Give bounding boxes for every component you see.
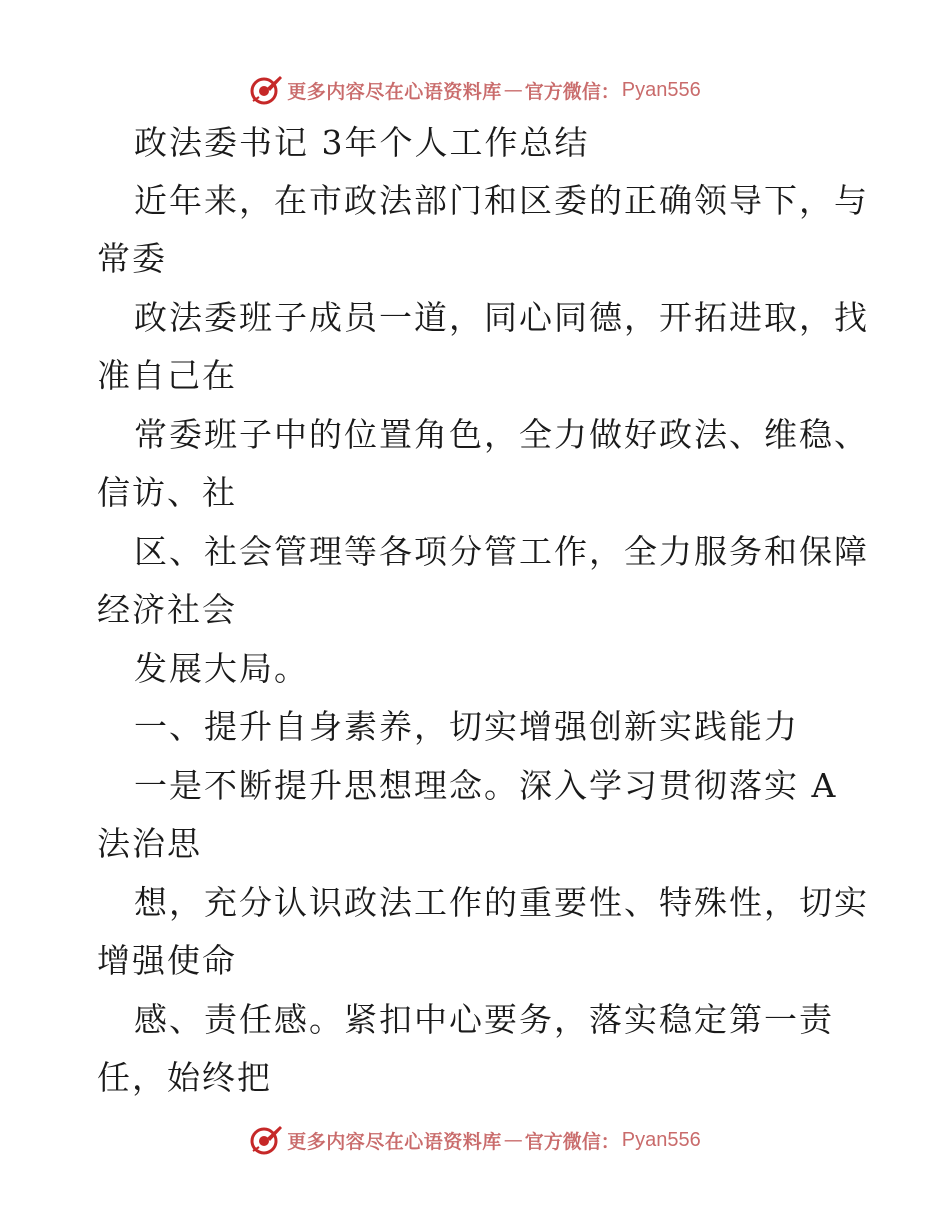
- pen-nib-logo-icon: [249, 73, 283, 107]
- header-banner: [0, 70, 950, 110]
- paragraph-line: 常委班子中的位置角色，全力做好政法、维稳、: [134, 415, 869, 454]
- paragraph-line: 近年来，在市政法部门和区委的正确领导下，与: [134, 181, 869, 220]
- paragraph-line: 经济社会: [97, 590, 237, 629]
- banner-dash: —: [503, 79, 523, 101]
- paragraph-line: 政法委班子成员一道，同心同德，开拓进取，找: [134, 298, 869, 337]
- banner-dash: —: [503, 1129, 523, 1151]
- paragraph-line: 感、责任感。紧扣中心要务，落实稳定第一责: [134, 1000, 834, 1039]
- paragraph-line: 想，充分认识政法工作的重要性、特殊性，切实: [134, 883, 869, 922]
- banner-wechat-id: Pyan556: [621, 1128, 701, 1151]
- pen-nib-logo-icon: [249, 1123, 283, 1157]
- paragraph-line: 区、社会管理等各项分管工作，全力服务和保障: [134, 532, 869, 571]
- paragraph-line: 常委: [97, 239, 167, 278]
- banner-official-label: 官方微信：: [524, 1130, 620, 1153]
- banner-wechat-id: Pyan556: [621, 78, 701, 101]
- banner-official-label: 官方微信：: [524, 80, 620, 103]
- banner-brand: 更多内容尽在心语资料库: [287, 80, 502, 103]
- footer-banner: [0, 1120, 950, 1160]
- paragraph-line: 任，始终把: [97, 1058, 272, 1097]
- banner-brand: 更多内容尽在心语资料库: [287, 1130, 502, 1153]
- paragraph-line: 法治思: [97, 824, 202, 863]
- paragraph-line: 信访、社: [97, 473, 237, 512]
- section-heading: 一、提升自身素养，切实增强创新实践能力: [134, 707, 799, 746]
- paragraph-line: 发展大局。: [134, 649, 309, 688]
- paragraph-line: 增强使命: [97, 941, 237, 980]
- document-title: 政法委书记 3年个人工作总结: [134, 123, 590, 162]
- paragraph-line: 准自己在: [97, 356, 237, 395]
- paragraph-line: 一是不断提升思想理念。深入学习贯彻落实 A: [134, 766, 838, 805]
